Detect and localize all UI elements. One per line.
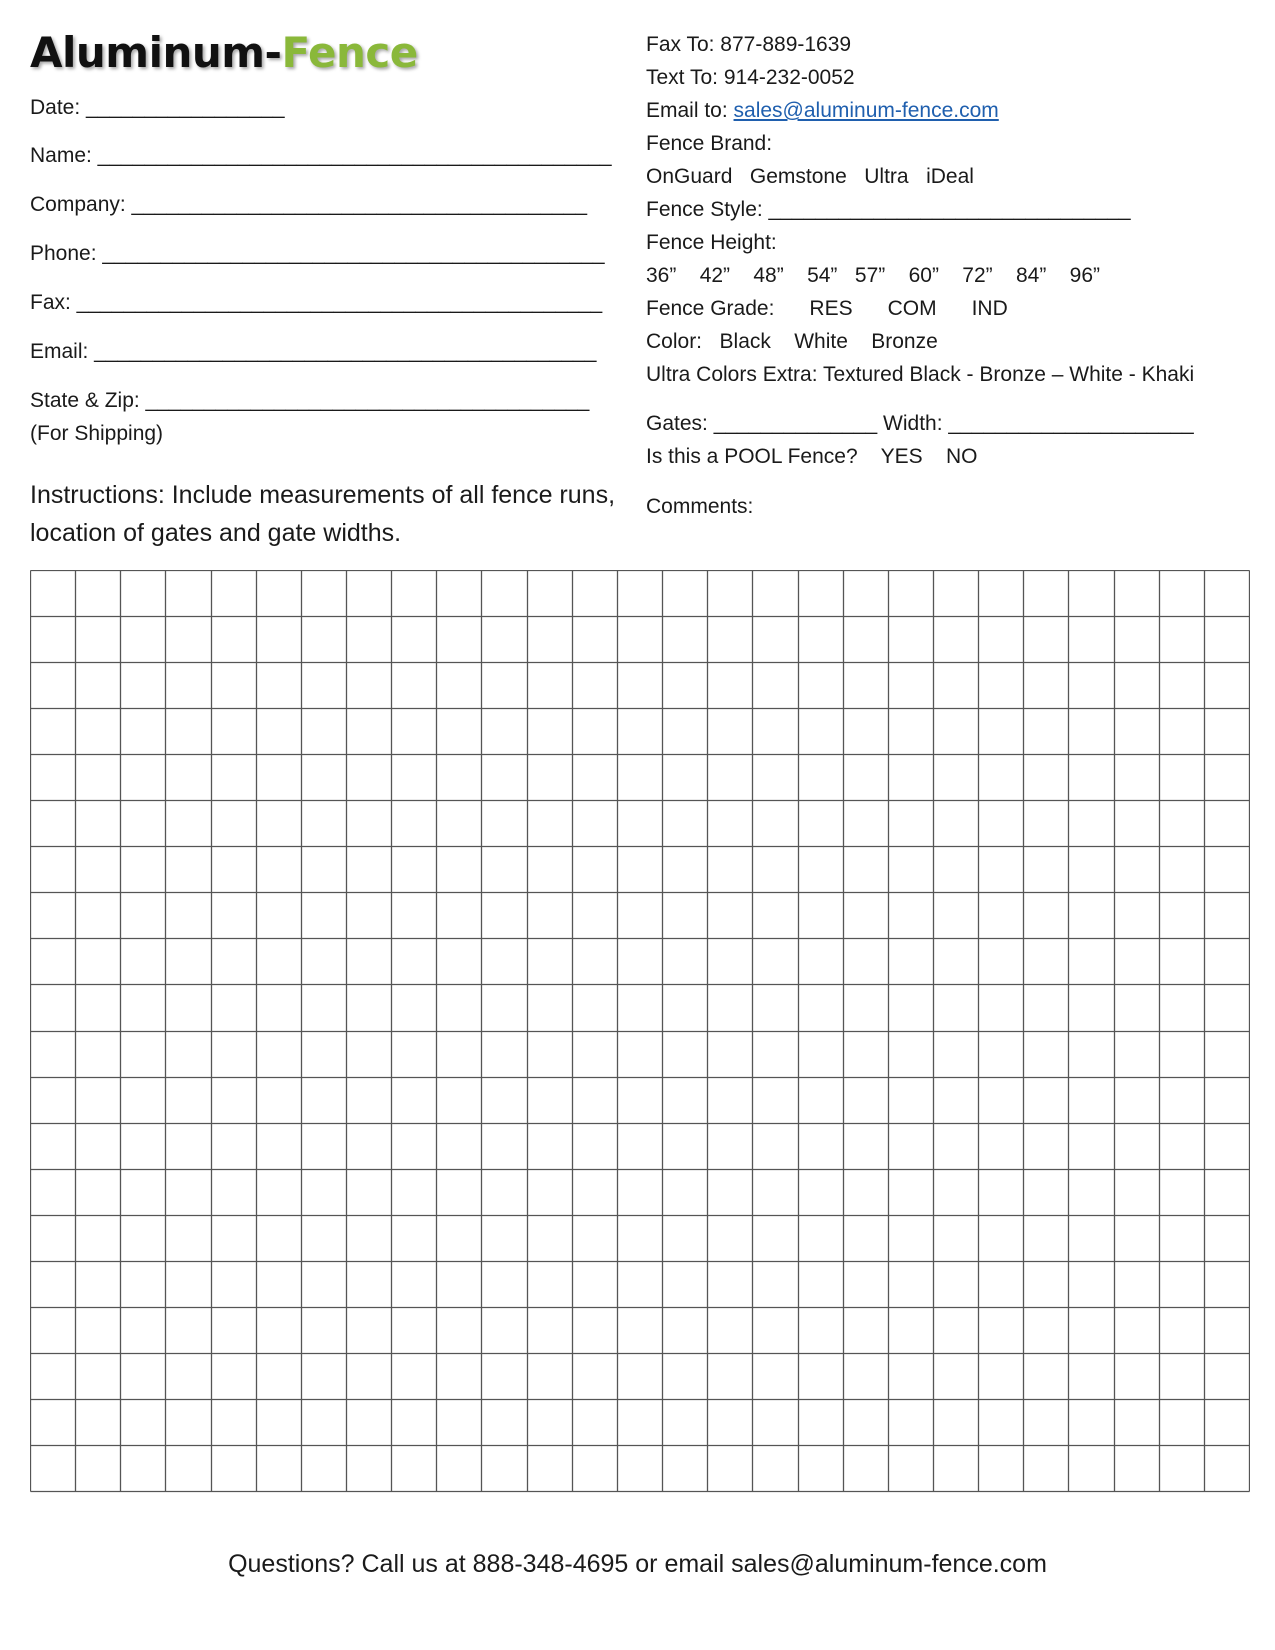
email-link[interactable]: sales@aluminum-fence.com [733, 99, 999, 122]
shipping-note: (For Shipping) [30, 422, 164, 445]
gates-width-field[interactable]: Gates: ______________ Width: _____________________ [646, 412, 1194, 435]
phone-field[interactable]: Phone: ___________________________________________ [30, 242, 605, 265]
logo-text-fence: Fence [281, 28, 418, 77]
comments-label: Comments: [646, 495, 754, 518]
fax-field[interactable]: Fax: _____________________________________________ [30, 291, 603, 314]
color-options[interactable]: Color: Black White Bronze [646, 330, 938, 353]
name-field[interactable]: Name: ____________________________________________ [30, 144, 612, 167]
date-field[interactable]: Date: _________________ [30, 96, 285, 119]
fence-height-label: Fence Height: [646, 231, 777, 254]
fax-to: Fax To: 877-889-1639 [646, 33, 852, 56]
email-to [646, 99, 999, 123]
ultra-colors-extra: Ultra Colors Extra: Textured Black - Bronze – White - Khaki [646, 363, 1195, 386]
fence-brand-options[interactable]: OnGuard Gemstone Ultra iDeal [646, 165, 974, 188]
email-to-label: Email to: [646, 99, 734, 122]
logo-text-aluminum: Aluminum- [30, 28, 282, 77]
instructions-text: Instructions: Include measurements of all fence runs, location of gates and gate widths. [30, 481, 616, 547]
email-field[interactable]: Email: ___________________________________________ [30, 340, 597, 363]
fence-height-options[interactable]: 36” 42” 48” 54” 57” 60” 72” 84” 96” [646, 264, 1101, 287]
footer-contact: Questions? Call us at 888-348-4695 or email sales@aluminum-fence.com [228, 1550, 1047, 1578]
pool-fence-question[interactable]: Is this a POOL Fence? YES NO [646, 445, 978, 468]
text-to: Text To: 914-232-0052 [646, 66, 855, 89]
measurement-grid[interactable] [30, 570, 1250, 1495]
company-field[interactable]: Company: _______________________________________ [30, 193, 588, 216]
company-logo [30, 28, 418, 77]
fence-grade-options[interactable]: Fence Grade: RES COM IND [646, 297, 1008, 320]
fence-brand-label: Fence Brand: [646, 132, 773, 155]
fence-style-field[interactable]: Fence Style: _______________________________ [646, 198, 1131, 221]
state-zip-field[interactable]: State & Zip: ______________________________________ [30, 389, 590, 412]
